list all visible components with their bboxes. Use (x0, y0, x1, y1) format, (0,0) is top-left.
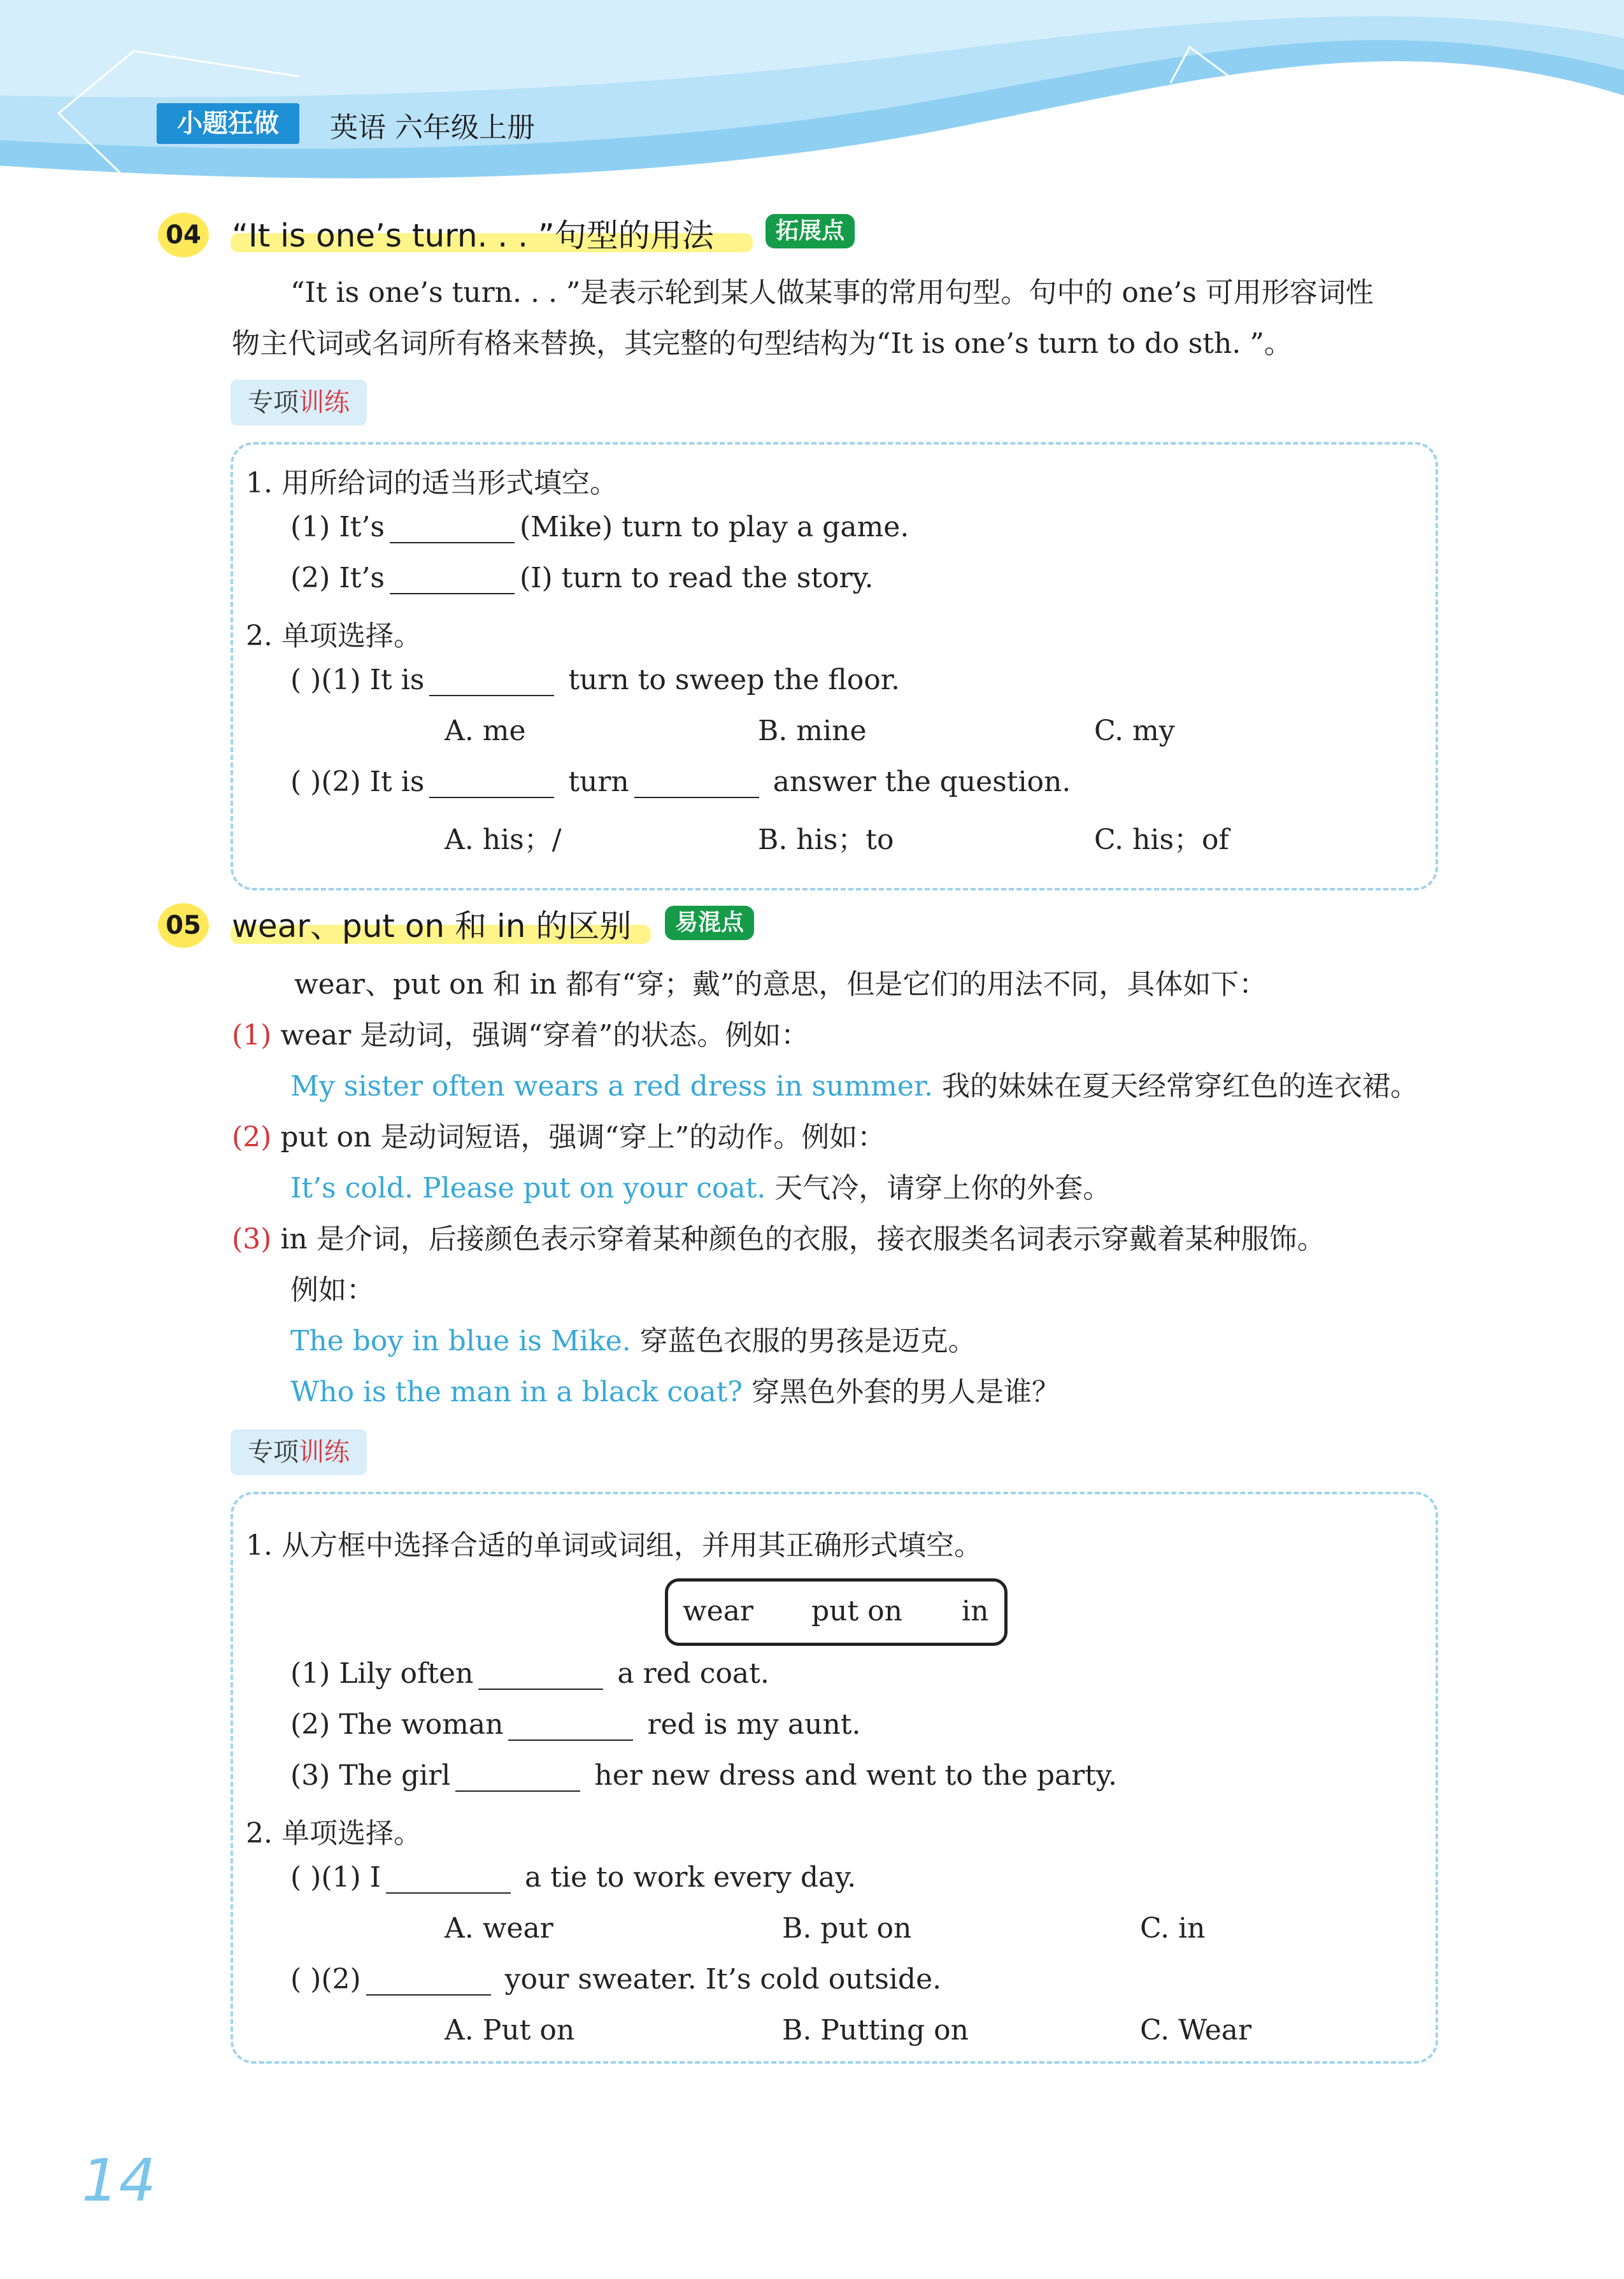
section-04-q2-item-2-option-b: B. his；to (758, 824, 894, 856)
section-04-intro-line-2: 物主代词或名词所有格来替换，其完整的句型结构为“It is one’s turn to do sth. ”。 (232, 327, 1292, 360)
section-05-q2-item-1-option-c: C. in (1140, 1912, 1206, 1945)
word-choice-3: in (962, 1595, 989, 1627)
section-05-training-label: 专项训练 (231, 1429, 367, 1475)
answer-parentheses[interactable]: ( ) (290, 1861, 322, 1894)
section-05-example-4: Who is the man in a black coat? 穿黑色外套的男人是谁？ (290, 1376, 1060, 1408)
answer-parentheses[interactable]: ( ) (290, 664, 322, 696)
section-04-tag: 拓展点 (766, 214, 855, 248)
section-05-q2-item-2-option-c: C. Wear (1140, 2014, 1252, 2047)
section-05-tag: 易混点 (665, 906, 754, 940)
section-05-q2-title: 2. 单项选择。 (246, 1817, 422, 1850)
word-choice-1: wear (683, 1595, 753, 1627)
section-05-q2-item-2: ( )(2) your sweater. It’s cold outside. (290, 1963, 942, 1996)
answer-parentheses[interactable]: ( ) (290, 1963, 322, 1996)
section-05-point-2: (2) put on 是动词短语，强调“穿上”的动作。例如： (232, 1121, 886, 1154)
section-05-intro: wear、put on 和 in 都有“穿；戴”的意思，但是它们的用法不同，具体如下： (294, 968, 1267, 1001)
section-05-example-1: My sister often wears a red dress in summer. 我的妹妹在夏天经常穿红色的连衣裙。 (290, 1070, 1419, 1103)
section-04-q1-item-2: (2) It’s (I) turn to read the story. (290, 562, 874, 594)
answer-blank[interactable] (478, 1663, 603, 1690)
section-04-q2-title: 2. 单项选择。 (246, 620, 422, 652)
section-05-q2-item-2-option-b: B. Putting on (782, 2014, 969, 2047)
answer-blank[interactable] (634, 771, 759, 798)
section-05-example-2: It’s cold. Please put on your coat. 天气冷，请穿上你的外套。 (290, 1172, 1111, 1204)
book-subject: 英语 六年级上册 (330, 111, 535, 144)
section-04-q2-item-1-option-b: B. mine (758, 715, 867, 747)
section-05-example-label: 例如： (290, 1274, 374, 1306)
section-04-q1-item-1: (1) It’s (Mike) turn to play a game. (290, 511, 909, 543)
section-05-q2-item-1: ( )(1) I a tie to work every day. (290, 1861, 857, 1894)
answer-blank[interactable] (390, 517, 515, 543)
section-04-training-label: 专项训练 (231, 380, 367, 425)
section-04-q2-item-2: ( )(2) It is turn answer the question. (290, 766, 1071, 798)
section-04-q1-title: 1. 用所给词的适当形式填空。 (246, 467, 618, 499)
word-choice-2: put on (811, 1595, 902, 1627)
section-05-q2-item-2-option-a: A. Put on (445, 2014, 575, 2047)
section-04-q2-item-2-option-a: A. his；/ (445, 824, 562, 856)
section-05-q2-item-1-option-b: B. put on (782, 1912, 912, 1945)
answer-blank[interactable] (455, 1765, 580, 1792)
answer-blank[interactable] (386, 1867, 511, 1894)
answer-blank[interactable] (366, 1969, 491, 1996)
section-04-number: 04 (158, 213, 209, 257)
section-05-number: 05 (158, 903, 209, 948)
answer-blank[interactable] (508, 1714, 633, 1741)
section-04-q2-item-1-option-a: A. me (445, 715, 526, 747)
answer-blank[interactable] (429, 669, 554, 696)
section-05-q1-title: 1. 从方框中选择合适的单词或词组，并用其正确形式填空。 (246, 1529, 982, 1562)
section-05-q1-item-2: (2) The woman red is my aunt. (290, 1708, 861, 1741)
page-number: 14 (82, 2147, 157, 2215)
section-05-q1-item-1: (1) Lily often a red coat. (290, 1657, 769, 1690)
answer-blank[interactable] (390, 568, 515, 594)
section-05-q2-item-1-option-a: A. wear (445, 1912, 553, 1945)
section-05-q1-item-3: (3) The girl her new dress and went to the party. (290, 1759, 1117, 1792)
section-05-example-3: The boy in blue is Mike. 穿蓝色衣服的男孩是迈克。 (290, 1325, 976, 1357)
section-04-q2-item-1-option-c: C. my (1094, 715, 1175, 747)
section-05-title: wear、put on 和 in 的区别 (232, 908, 632, 945)
section-05-point-1: (1) wear 是动词，强调“穿着”的状态。例如： (232, 1019, 809, 1052)
answer-parentheses[interactable]: ( ) (290, 766, 322, 798)
section-04-title: “It is one’s turn. . . ”句型的用法 (232, 217, 714, 254)
brand-badge: 小题狂做 (157, 103, 299, 144)
section-04-q2-item-1: ( )(1) It is turn to sweep the floor. (290, 664, 900, 696)
section-05-point-3: (3) in 是介词，后接颜色表示穿着某种颜色的衣服，接衣服类名词表示穿戴着某种服饰。 (232, 1223, 1325, 1255)
section-04-intro-line-1: “It is one’s turn. . . ”是表示轮到某人做某事的常用句型。句中的 one’s 可用形容词性 (290, 276, 1374, 309)
section-04-q2-item-2-option-c: C. his；of (1094, 824, 1229, 856)
header-wave-background (0, 0, 1624, 204)
answer-blank[interactable] (429, 771, 554, 798)
